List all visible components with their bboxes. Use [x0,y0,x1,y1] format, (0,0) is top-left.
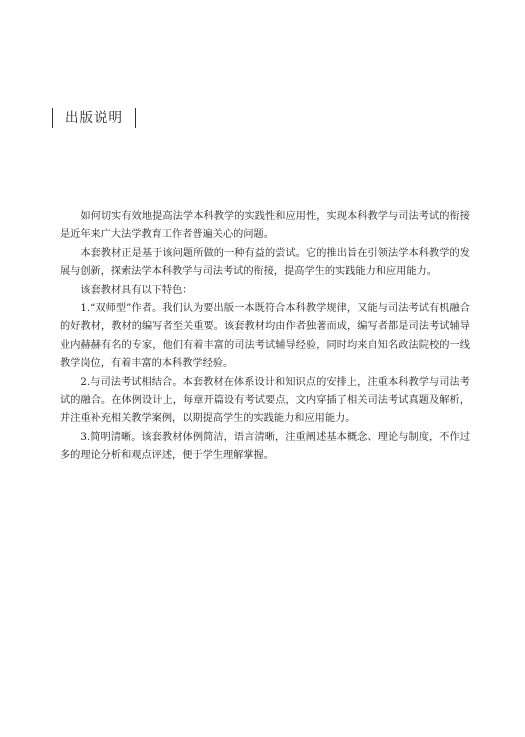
page-title: 出版说明 [65,110,123,126]
body-text [60,208,470,466]
paragraph-features-intro: 该套教材具有以下特色： [80,284,193,296]
heading-right-rule [135,108,136,128]
paragraph-intro: 如何切实有效地提高法学本科教学的实践性和应用性，实现本科教学与司法考试的衔接是近年来广大法学教育工作者普遍关心的问题。 [60,211,470,241]
section-heading [52,106,136,130]
paragraph-purpose: 本套教材正是基于该问题所做的一种有益的尝试。它的推出旨在引领法学本科教学的发展与创新，探索法学本科教学与司法考试的衔接，提高学生的实践能力和应用能力。 [60,247,470,278]
paragraph-feature-3: 3.简明清晰。该套教材体例简洁，语言清晰，注重阐述基本概念、理论与制度，不作过多的理论分析和观点评述，便于学生理解掌握。 [60,431,470,462]
paragraph-feature-2: 2.与司法考试相结合。本套教材在体系设计和知识点的安排上，注重本科教学与司法考试的融合。在体例设计上，每章开篇设有考试要点，文内穿插了相关司法考试真题及解析，并注重补充相关教学案例，以期提高学生的实践能力和应用能力。 [60,376,470,425]
paragraph-feature-1: 1.“双师型”作者。我们认为要出版一本既符合本科教学规律，又能与司法考试有机融合的好教材，教材的编写者至关重要。该套教材均由作者独著而成，编写者都是司法考试辅导业内赫赫有名的专家，他们有着丰富的司法考试辅导经验，同时均来自知名政法院校的一线教学岗位，有着丰富的本科教学经验。 [60,303,470,370]
